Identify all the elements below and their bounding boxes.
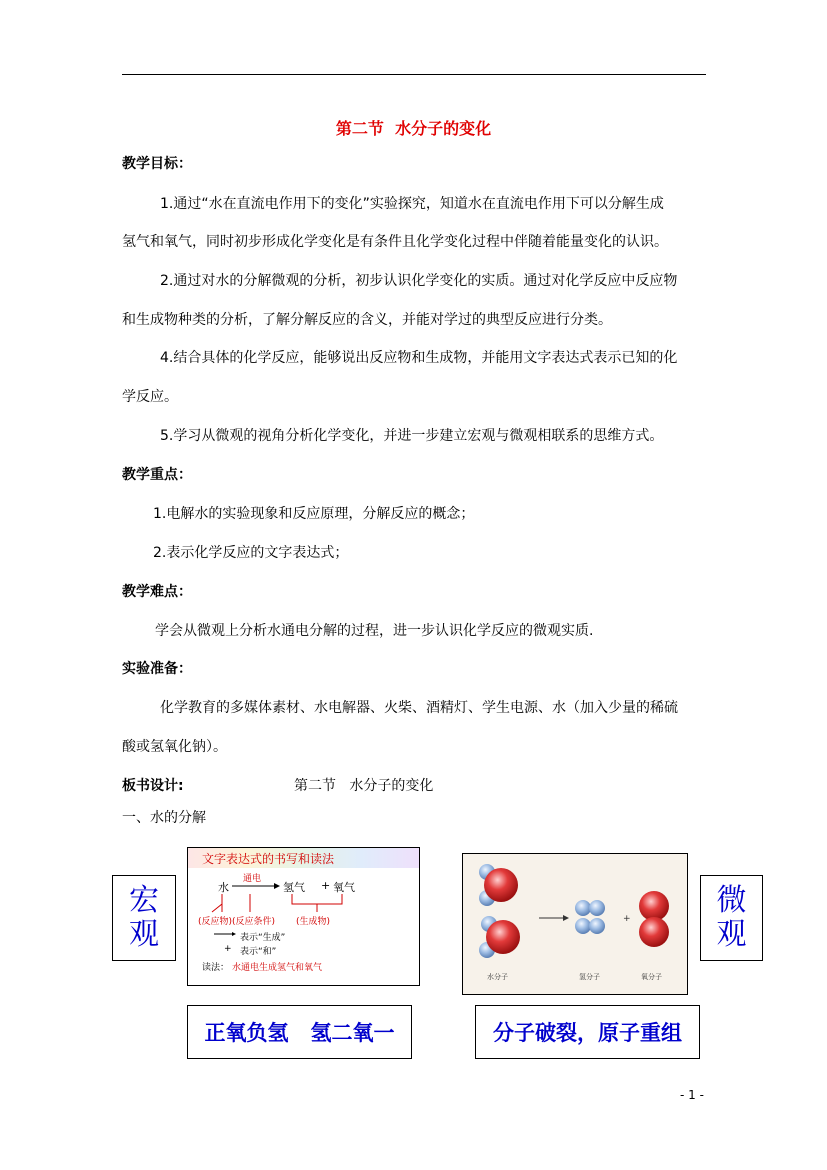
reading-prefix: 读法： (202, 963, 230, 973)
preparation-line: 化学教育的多媒体素材、水电解器、火柴、酒精灯、学生电源、水（加入少量的稀硫 (160, 700, 678, 716)
objective-line: 5.学习从微观的视角分析化学变化，并进一步建立宏观与微观相联系的思维方式。 (160, 428, 664, 444)
difficulty-heading: 教学难点： (122, 584, 192, 600)
oxygen-word: 氧气 (333, 881, 355, 894)
left-caption-box (187, 1005, 412, 1059)
condition-label: (反应条件) (232, 917, 276, 927)
hydrogen-molecule-label: 氢分子 (579, 973, 600, 981)
plus-symbol: + (224, 944, 232, 954)
molecule-figure (462, 853, 688, 995)
molecule-plus: + (623, 914, 631, 924)
water-molecule-label: 水分子 (487, 973, 508, 981)
board-heading: 板书设计: (122, 778, 184, 794)
objective-line: 学反应。 (122, 389, 178, 405)
right-caption: 分子破裂，原子重组 (493, 1020, 682, 1045)
page-number: - 1 - (680, 1088, 704, 1102)
objective-line: 氢气和氧气，同时初步形成化学变化是有条件且化学变化过程中伴随着能量变化的认识。 (122, 234, 668, 250)
board-section: 一、水的分解 (122, 810, 206, 826)
objective-line: 和生成物种类的分析，了解分解反应的含义，并能对学过的典型反应进行分类。 (122, 312, 612, 328)
macro-label: 宏 观 (129, 883, 159, 952)
reading-text: 水通电生成氢气和氧气 (232, 963, 323, 973)
preparation-heading: 实验准备： (122, 661, 192, 677)
word-equation-figure (187, 847, 420, 986)
macro-box (112, 875, 176, 961)
key-point-line: 1.电解水的实验现象和反应原理，分解反应的概念； (153, 506, 475, 522)
micro-label: 微 观 (716, 883, 747, 952)
board-title: 第二节 水分子的变化 (294, 778, 434, 794)
key-point-line: 2.表示化学反应的文字表达式； (153, 545, 349, 561)
header-rule (122, 74, 706, 75)
right-caption-box (475, 1005, 700, 1059)
objective-line: 2.通过对水的分解微观的分析，初步认识化学变化的实质。通过对化学反应中反应物 (160, 273, 678, 289)
water-word: 水 (218, 881, 229, 894)
key-points-heading: 教学重点： (122, 467, 192, 483)
objective-line: 1.通过“水在直流电作用下的变化”实验探究，知道水在直流电作用下可以分解生成 (160, 196, 664, 212)
left-caption: 正氧负氢 氢二氧一 (204, 1020, 395, 1045)
plus-word: + (321, 879, 331, 892)
hydrogen-word: 氢气 (283, 881, 305, 894)
plus-meaning: 表示“和” (240, 947, 277, 957)
page-title: 第二节 水分子的变化 (335, 119, 492, 138)
condition-word: 通电 (243, 874, 262, 884)
difficulty-line: 学会从微观上分析水通电分解的过程，进一步认识化学反应的微观实质. (155, 623, 594, 639)
reactant-label: (反应物) (198, 917, 233, 927)
objectives-heading: 教学目标： (122, 156, 192, 172)
figure-title: 文字表达式的书写和读法 (202, 852, 335, 866)
micro-box (700, 875, 763, 961)
product-label: (生成物) (296, 917, 331, 927)
oxygen-molecule-label: 氧分子 (641, 973, 662, 981)
arrow-meaning: 表示“生成” (240, 933, 286, 943)
objective-line: 4.结合具体的化学反应，能够说出反应物和生成物，并能用文字表达式表示已知的化 (160, 350, 678, 366)
preparation-line: 酸或氢氧化钠）。 (122, 739, 227, 755)
